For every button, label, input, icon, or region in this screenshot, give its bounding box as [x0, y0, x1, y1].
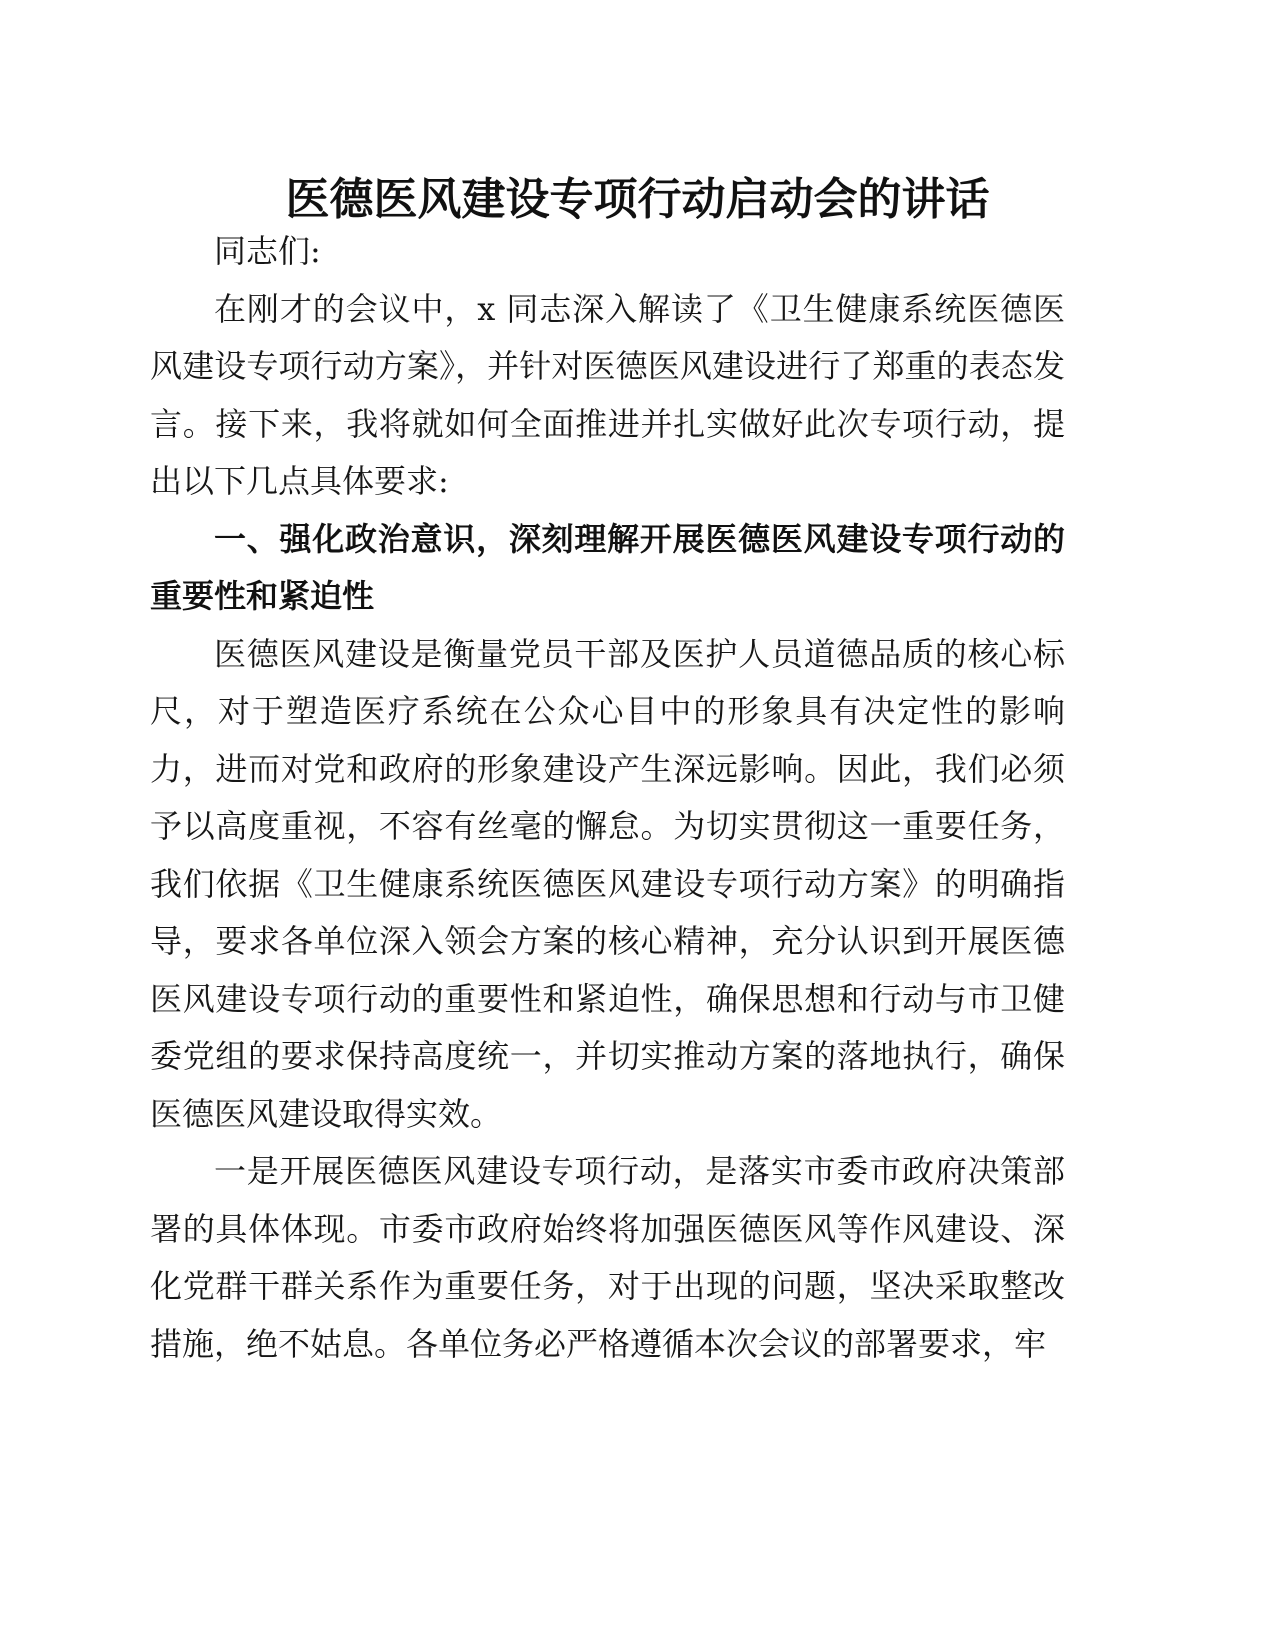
- section-heading-1: 一、强化政治意识，深刻理解开展医德医风建设专项行动的重要性和紧迫性: [150, 519, 1065, 615]
- salutation: 同志们:: [214, 232, 321, 270]
- document-body: [150, 223, 1065, 1373]
- paragraph-importance: 医德医风建设是衡量党员干部及医护人员道德品质的核心标尺，对于塑造医疗系统在公众心目中的形象具有决定性的影响力，进而对党和政府的形象建设产生深远影响。因此，我们必须予以高度重视，不容有丝毫的懈怠。为切实贯彻这一重要任务，我们依据《卫生健康系统医德医风建设专项行动方案》的明确指导，要求各单位深入领会方案的核心精神，充分认识到开展医德医风建设专项行动的重要性和紧迫性，确保思想和行动与市卫健委党组的要求保持高度统一，并切实推动方案的落地执行，确保医德医风建设取得实效。: [150, 634, 1065, 1133]
- paragraph-point-one: 一是开展医德医风建设专项行动，是落实市委市政府决策部署的具体体现。市委市政府始终将加强医德医风等作风建设、深化党群干群关系作为重要任务，对于出现的问题，坚决采取整改措施，绝不姑息。各单位务必严格遵循本次会议的部署要求，牢: [150, 1152, 1065, 1363]
- paragraph-intro: 在刚才的会议中，x 同志深入解读了《卫生健康系统医德医风建设专项行动方案》，并针对医德医风建设进行了郑重的表态发言。接下来，我将就如何全面推进并扎实做好此次专项行动，提出以下几点具体要求:: [150, 289, 1065, 500]
- document-title: 医德医风建设专项行动启动会的讲话: [285, 174, 990, 225]
